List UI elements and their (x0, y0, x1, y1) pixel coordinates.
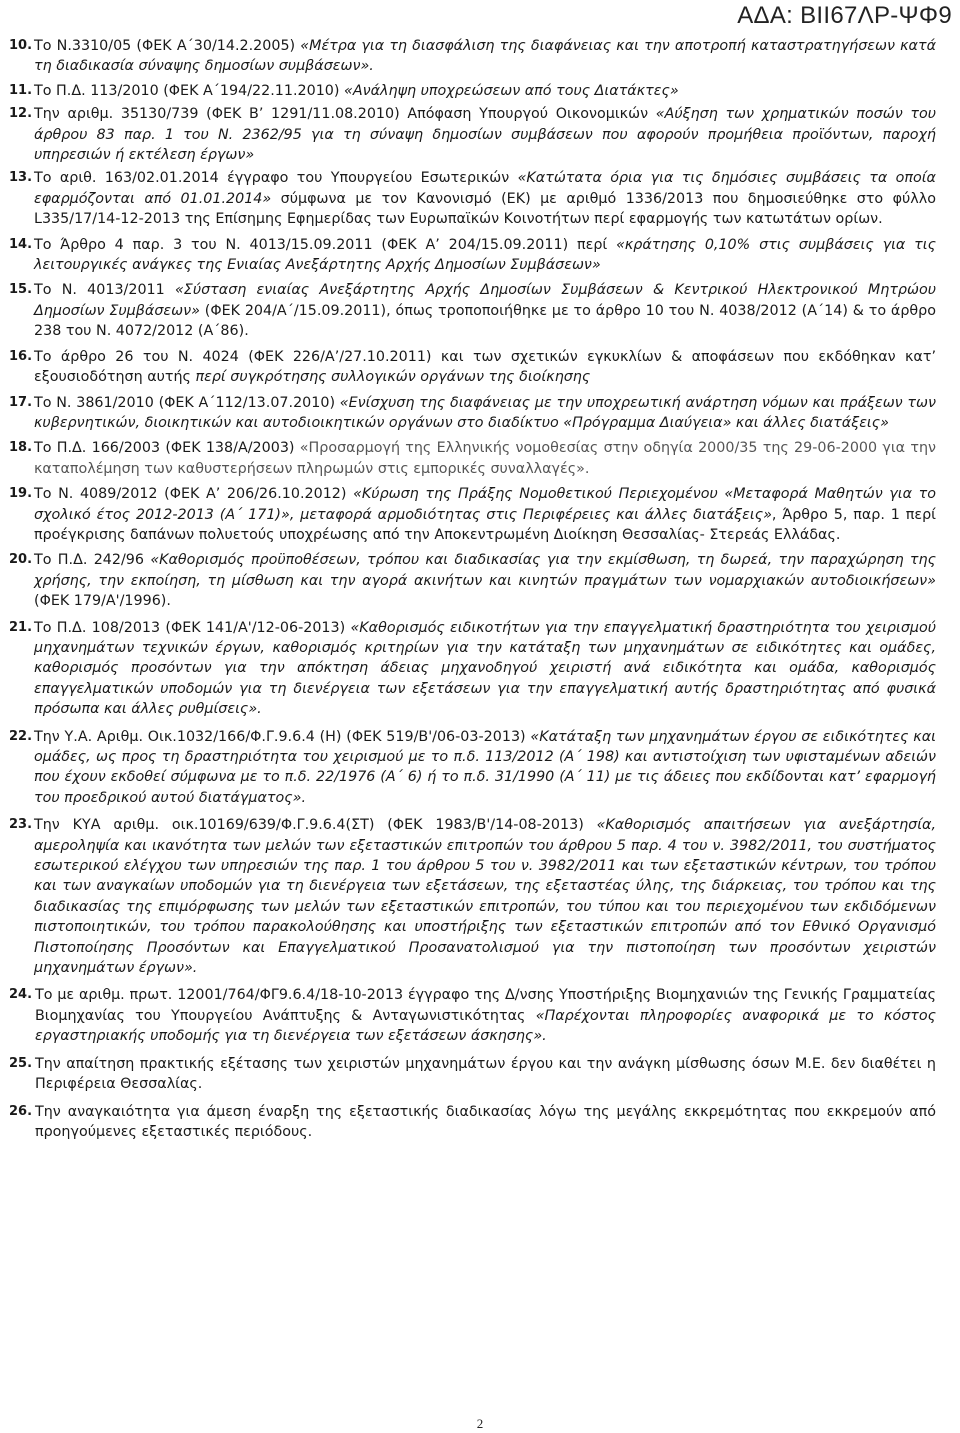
item-text-segment: Το άρθρο 26 του Ν. 4024 (ΦΕΚ 226/Α’/27.10.2011) και των σχετικών εγκυκλίων & αποφάσεων που εκδόθηκαν κατ’ εξουσιοδότηση αυτής (34, 348, 936, 386)
item-text-segment: Το με αριθμ. πρωτ. 12001/764/ΦΓ9.6.4/18-10-2013 έγγραφο της Δ/νσης Υποστήριξης Βιομηχανιών της Γενικής Γραμματείας Βιομηχανίας του Υπουργείου Ανάπτυξης & Ανταγωνιστικότητας (35, 987, 936, 1024)
list-item (9, 393, 936, 434)
list-item (9, 815, 936, 978)
item-text-segment: Το Π.Δ. 242/96 (34, 552, 151, 569)
item-text-italic: «Σύσταση ενιαίας Ανεξάρτητης Αρχής Δημοσίων Συμβάσεων & Κεντρικού Ηλεκτρονικού Μητρώου Δημοσίων Συμβάσεων» (34, 282, 936, 319)
item-text-segment: σύμφωνα με τον Κανονισμό (ΕΚ) με αριθμό 1336/2013 που δημοσιεύθηκε στο φύλλο L335/17/14-12-2013 της Επίσημης Εφημερίδας των Ευρωπαϊκών Κοινοτήτων περί εφαρμογής των κατωτάτων ορίων. (34, 190, 936, 228)
list-item (9, 438, 936, 479)
list-item (9, 104, 936, 165)
item-text-segment: Το Ν.3310/05 (ΦΕΚ Α΄30/14.2.2005) (34, 38, 301, 54)
list-item (9, 81, 936, 101)
item-text (34, 235, 936, 276)
legal-references-list (9, 36, 936, 1142)
item-number: 16. (9, 348, 33, 364)
item-text (35, 1102, 936, 1143)
list-item (9, 235, 936, 276)
item-text-segment: Την απαίτηση πρακτικής εξέτασης των χειριστών μηχανημάτων έργου και την ανάγκη μίσθωσης όσων Μ.Ε. δεν διαθέτει η Περιφέρεια Θεσσαλίας. (35, 1055, 936, 1093)
item-text (34, 484, 936, 545)
item-text (34, 168, 936, 229)
item-number: 24. (9, 987, 33, 1003)
list-item (9, 1102, 936, 1143)
item-text-italic: «Κατώτατα όρια για τις δημόσιες συμβάσεις τα οποία εφαρμόζονται από 01.01.2014» (34, 170, 936, 207)
item-text-segment: Το Ν. 4013/2011 (34, 282, 175, 299)
item-text-italic: περί συγκρότησης συλλογικών οργάνων της διοίκησης (195, 369, 591, 386)
item-text (34, 618, 936, 720)
item-text (34, 815, 936, 978)
item-text-segment: Το Π.Δ. 166/2003 (ΦΕΚ 138/Α/2003) (34, 440, 300, 457)
item-text-italic: «Κύρωση της Πράξης Νομοθετικού Περιεχομένου «Μεταφορά Μαθητών για το σχολικό έτος 2012-2013 (Α΄ 171)», μεταφορά αρμοδιότητας στις Περιφέρειες και άλλες διατάξεις» (34, 486, 936, 523)
list-item (9, 168, 936, 229)
item-text-italic: «Καθορισμός ειδικοτήτων για την επαγγελματική δραστηριότητα του χειρισμού μηχανημάτων τεχνικών έργων, καθορισμός κριτηρίων για την κατάταξη των μηχανημάτων σε ειδικότητες και ομάδες, καθορισμός προσόντων για την απόκτηση άδειας μηχανοδηγού χειριστή ανά ειδικότητα και ομάδα, καθορισμός επαγγελματικών υποδομών για τη διενέργεια των εξετάσεων για την επαγγελματική αυτής δραστηριότητας από φυσικά πρόσωπα και άλλες ρυθμίσεις». (34, 619, 936, 718)
list-item (9, 727, 936, 809)
item-text-italic: «κράτησης 0,10% στις συμβάσεις για τις λειτουργικές ανάγκες της Ενιαίας Ανεξάρτητης Αρχής Δημοσίων Συμβάσεων» (34, 236, 936, 274)
item-text-italic: «Κατάταξη των μηχανημάτων έργου σε ειδικότητες και ομάδες, ως προς τη δραστηριότητα του χειρισμού με το π.δ. 113/2012 (Α΄ 198) και αντιστοίχιση των υφισταμένων αδειών που έχουν εκδοθεί σύμφωνα με το π.δ. 22/1976 (Α΄ 6) ή το π.δ. 31/1990 (Α΄ 11) με τις άδειες που εκδίδονται κατ’ εφαρμογή του προεδρικού αυτού διατάγματος». (34, 728, 936, 806)
list-item (9, 280, 936, 341)
list-item (9, 36, 936, 77)
item-number: 26. (9, 1103, 33, 1119)
item-text (34, 36, 936, 77)
item-text-segment: Το Ν. 3861/2010 (ΦΕΚ Α΄112/13.07.2010) (34, 394, 340, 411)
item-text-segment: Την αναγκαιότητα για άμεση έναρξη της εξεταστικής διαδικασίας λόγω της μεγάλης εκκρεμότητας που εκκρεμούν από προηγούμενες εξεταστικές περιόδους. (35, 1103, 936, 1140)
list-item (9, 550, 936, 611)
item-number: 11. (9, 82, 33, 98)
item-text-segment: Το Π.Δ. 108/2013 (ΦΕΚ 141/Α'/12-06-2013) (34, 619, 351, 636)
item-text-segment: Το Άρθρο 4 παρ. 3 του Ν. 4013/15.09.2011 (ΦΕΚ Α’ 204/15.09.2011) περί (34, 236, 617, 253)
item-text-italic: «Ενίσχυση της διαφάνειας με την υποχρεωτική ανάρτηση νόμων και πράξεων των κυβερνητικών, διοικητικών και αυτοδιοικητικών οργάνων στο διαδίκτυο «Πρόγραμμα Διαύγεια» και άλλες διατάξεις» (34, 394, 936, 431)
item-text (34, 280, 936, 341)
item-text (34, 104, 936, 165)
item-text-italic: «Αύξηση των χρηματικών ποσών του άρθρου 83 παρ. 1 του Ν. 2362/95 για τη σύναψη δημοσίων συμβάσεων που αφορούν προμήθεια προϊόντων, παροχή υπηρεσιών ή εκτέλεση έργων» (34, 106, 936, 164)
item-text (34, 81, 936, 101)
item-text-segment: , Άρθρο 5, παρ. 1 περί προέγκρισης δαπάνων πολυετούς υποχρέωσης από την Αποκεντρωμένη Διοίκηση Θεσσαλίας- Στερεάς Ελλάδας. (34, 506, 936, 543)
item-number: 18. (9, 440, 33, 456)
item-text-segment: Το αριθ. 163/02.01.2014 έγγραφο του Υπουργείου Εσωτερικών (34, 170, 518, 187)
item-number: 10. (9, 38, 33, 53)
item-number: 12. (9, 106, 33, 122)
list-item (9, 347, 936, 388)
item-number: 15. (9, 282, 33, 298)
item-text-segment: (ΦΕΚ 179/Α'/1996). (34, 593, 171, 610)
item-number: 13. (9, 170, 33, 186)
item-number: 19. (9, 486, 33, 502)
item-text (35, 1054, 936, 1095)
list-item (9, 985, 936, 1046)
item-text (34, 550, 936, 611)
item-text-italic: «Καθορισμός προϋποθέσεων, τρόπου και διαδικασίας για την εκμίσθωση, τη δωρεά, την παραχώρηση της χρήσης, την εκποίηση, τη μίσθωση και την αγορά ακινήτων και κινητών πραγμάτων των νομαρχιακών αυτοδιοικήσεων» (34, 552, 936, 589)
item-number: 14. (9, 236, 33, 252)
item-text (34, 393, 936, 434)
list-item (9, 1054, 936, 1095)
page-number: 2 (476, 1416, 484, 1431)
item-number: 20. (9, 552, 33, 568)
item-text (34, 727, 936, 809)
item-number: 17. (9, 394, 33, 410)
item-number: 22. (9, 728, 33, 744)
item-text-segment: Το Π.Δ. 113/2010 (ΦΕΚ Α΄194/22.11.2010) (34, 82, 345, 99)
item-text-segment: Την ΚΥΑ αριθμ. οικ.10169/639/Φ.Γ.9.6.4(ΣΤ) (ΦΕΚ 1983/Β'/14-08-2013) (34, 817, 597, 834)
item-text-italic: «Παρέχονται πληροφορίες αναφορικά με το κόστος εργαστηριακής υποδομής για τη διενέργεια των εξετάσεων άσκησης». (35, 1007, 937, 1045)
item-number: 25. (9, 1055, 33, 1071)
item-text-segment: Την Υ.Α. Αριθμ. Οικ.1032/166/Φ.Γ.9.6.4 (Η) (ΦΕΚ 519/Β'/06-03-2013) (34, 728, 531, 745)
item-text-segment: (ΦΕΚ 204/Α΄/15.09.2011), όπως τροποποιήθηκε με το άρθρο 10 του Ν. 4038/2012 (Α΄14) & το άρθρο 238 του Ν. 4072/2012 (Α΄86). (34, 302, 936, 340)
list-item (9, 618, 936, 720)
item-text-segment: «Προσαρμογή της Ελληνικής νομοθεσίας στην οδηγία 2000/35 της 29-06-2000 για την καταπολέμηση των καθυστερήσεων πληρωμών στις εμπορικές συναλλαγές». (34, 440, 936, 477)
item-number: 23. (9, 817, 33, 833)
item-text-italic: «Μέτρα για τη διασφάλιση της διαφάνειας και την αποτροπή καταστρατηγήσεων κατά τη διαδικασία σύναψης δημοσίων συμβάσεων». (34, 38, 937, 75)
list-item (9, 484, 936, 545)
item-text-italic: «Καθορισμός απαιτήσεων για ανεξάρτησία, αμεροληψία και ικανότητα των μελών των εξεταστικών επιτροπών του άρθρου 5 παρ. 4 του ν. 3982/2011, του συστήματος εσωτερικού ελέγχου των υπηρεσιών της παρ. 1 του άρθρου 5 του ν. 3982/2011 και των εξεταστικών κέντρων, του τρόπου και των αναγκαίων υποδομών για τη διενέργεια των εξετάσεων, της εξεταστέας ύλης, της διάρκειας, του τρόπου και της διαδικασίας της επιμόρφωσης των μελών των εξεταστικών επιτροπών, του τύπου και του περιεχομένου των εκδιδόμενων πιστοποιητικών, του τρόπου παρακολούθησης και υποστήριξης των εξεταστικών επιτροπών από τον Εθνικό Οργανισμό Πιστοποίησης Προσόντων και Επαγγελματικού Προσανατολισμού για την πιστοποίηση των προσόντων χειριστών μηχανημάτων έργων». (34, 817, 937, 977)
item-text (35, 985, 936, 1046)
item-text (34, 438, 936, 479)
item-text-segment: Το Ν. 4089/2012 (ΦΕΚ Α’ 206/26.10.2012) (34, 486, 354, 503)
item-text (34, 347, 936, 388)
ada-code: ΑΔΑ: ΒΙΙ67ΛΡ-ΨΦ9 (737, 2, 952, 29)
item-number: 21. (9, 619, 33, 635)
item-text-segment: Την αριθμ. 35130/739 (ΦΕΚ Β’ 1291/11.08.2010) Απόφαση Υπουργού Οικονομικών (34, 106, 656, 123)
item-text-italic: «Ανάληψη υποχρεώσεων από τους Διατάκτες» (344, 82, 679, 99)
